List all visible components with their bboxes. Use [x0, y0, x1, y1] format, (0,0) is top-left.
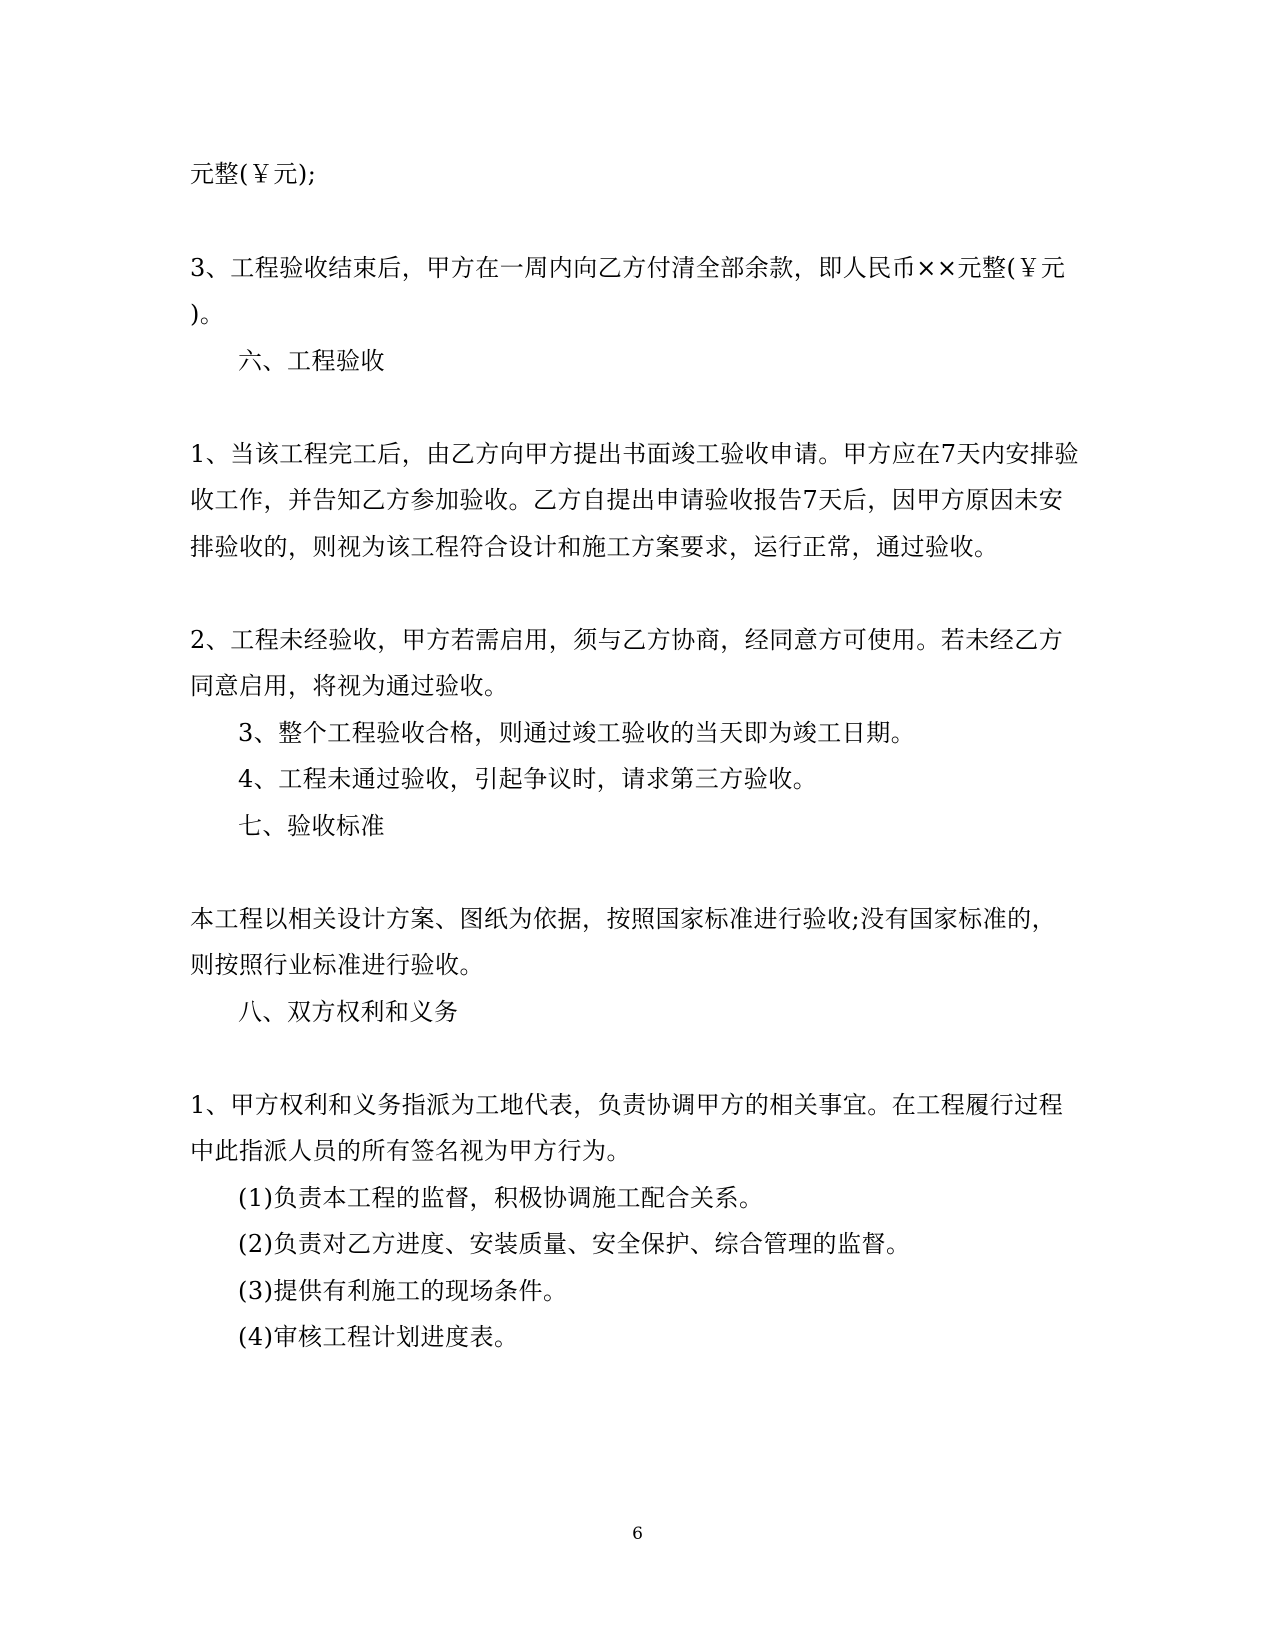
section-heading: 八、双方权利和义务 [238, 998, 459, 1026]
text-line: (1)负责本工程的监督，积极协调施工配合关系。 [238, 1184, 764, 1212]
text-line: 1、当该工程完工后，由乙方向甲方提出书面竣工验收申请。甲方应在7天内安排验 [190, 440, 1080, 468]
text-line: 则按照行业标准进行验收。 [190, 951, 484, 979]
text-line: 收工作，并告知乙方参加验收。乙方自提出申请验收报告7天后，因甲方原因未安 [190, 486, 1064, 514]
text-line: 4、工程未通过验收，引起争议时，请求第三方验收。 [238, 765, 818, 793]
text-line: 本工程以相关设计方案、图纸为依据，按照国家标准进行验收;没有国家标准的， [190, 905, 1057, 933]
text-line: (3)提供有利施工的现场条件。 [238, 1277, 568, 1305]
page-number: 6 [632, 1524, 643, 1544]
text-line: 1、甲方权利和义务指派为工地代表，负责协调甲方的相关事宜。在工程履行过程 [190, 1091, 1064, 1119]
section-heading: 六、工程验收 [238, 347, 385, 375]
text-line: 同意启用，将视为通过验收。 [190, 672, 509, 700]
text-line: (2)负责对乙方进度、安装质量、安全保护、综合管理的监督。 [238, 1230, 911, 1258]
section-heading: 七、验收标准 [238, 812, 385, 840]
text-line: 3、整个工程验收合格，则通过竣工验收的当天即为竣工日期。 [238, 719, 916, 747]
text-line: 排验收的，则视为该工程符合设计和施工方案要求，运行正常，通过验收。 [190, 533, 999, 561]
text-line: 元整(￥元); [190, 160, 317, 188]
text-line: 2、工程未经验收，甲方若需启用，须与乙方协商，经同意方可使用。若未经乙方 [190, 626, 1064, 654]
text-line: )。 [190, 300, 225, 328]
text-line: 3、工程验收结束后，甲方在一周内向乙方付清全部余款，即人民币××元整(￥元 [190, 254, 1066, 282]
text-line: 中此指派人员的所有签名视为甲方行为。 [190, 1137, 631, 1165]
text-line: (4)审核工程计划进度表。 [238, 1323, 519, 1351]
